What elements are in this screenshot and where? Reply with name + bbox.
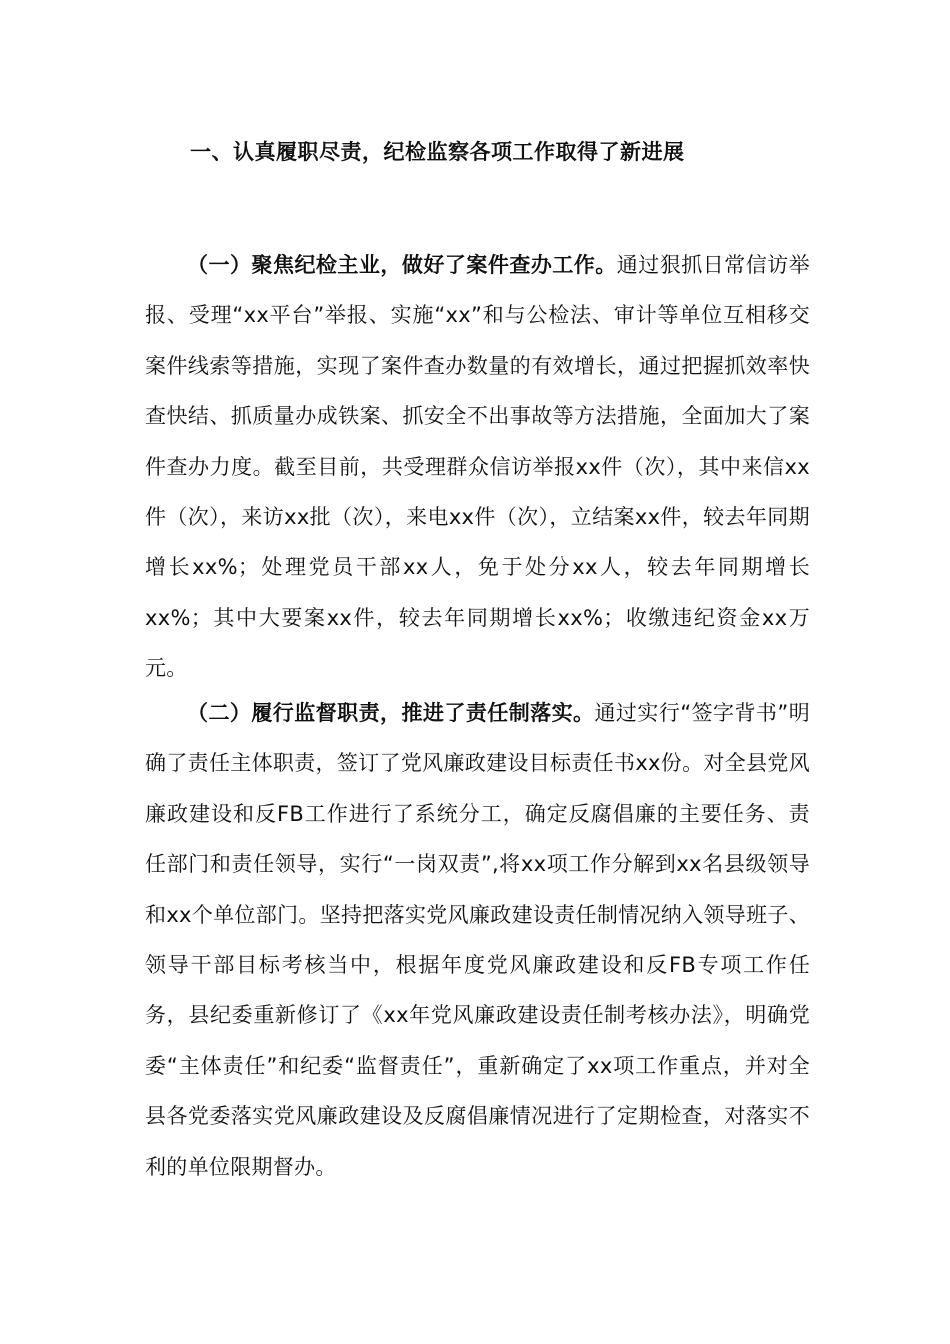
paragraph-lead: （一）聚焦纪检主业，做好了案件查办工作。 bbox=[187, 253, 617, 277]
paragraph-body: 通过狠抓日常信访举报、受理“xx平台”举报、实施“xx”和与公检法、审计等单位互相移交案件线索等措施，实现了案件查办数量的有效增长，通过把握抓效率快查快结、抓质量办成铁案、抓安全不出事故等方法措施，全面加大了案件查办力度。截至目前，共受理群众信访举报xx件（次），其中来信xx件（次），来访xx批（次），来电xx件（次），立结案xx件，较去年同期增长xx%；处理党员干部xx人，免于处分xx人，较去年同期增长xx%；其中大要案xx件，较去年同期增长xx%；收缴违纪资金xx万元。 bbox=[145, 253, 810, 681]
paragraph-lead: （二）履行监督职责，推进了责任制落实。 bbox=[187, 701, 595, 725]
section-heading: 一、认真履职尽责，纪检监察各项工作取得了新进展 bbox=[190, 140, 685, 164]
paragraph-case-handling bbox=[145, 240, 810, 694]
paragraph-supervision bbox=[145, 688, 810, 1192]
paragraph-body: 通过实行“签字背书”明确了责任主体职责，签订了党风廉政建设目标责任书xx份。对全县党风廉政建设和反FB工作进行了系统分工，确定反腐倡廉的主要任务、责任部门和责任领导，实行“一岗双责”,将xx项工作分解到xx名县级领导和xx个单位部门。坚持把落实党风廉政建设责任制情况纳入领导班子、领导干部目标考核当中，根据年度党风廉政建设和反FB专项工作任务，县纪委重新修订了《xx年党风廉政建设责任制考核办法》，明确党委“主体责任”和纪委“监督责任”，重新确定了xx项工作重点，并对全县各党委落实党风廉政建设及反腐倡廉情况进行了定期检查，对落实不利的单位限期督办。 bbox=[145, 701, 811, 1179]
